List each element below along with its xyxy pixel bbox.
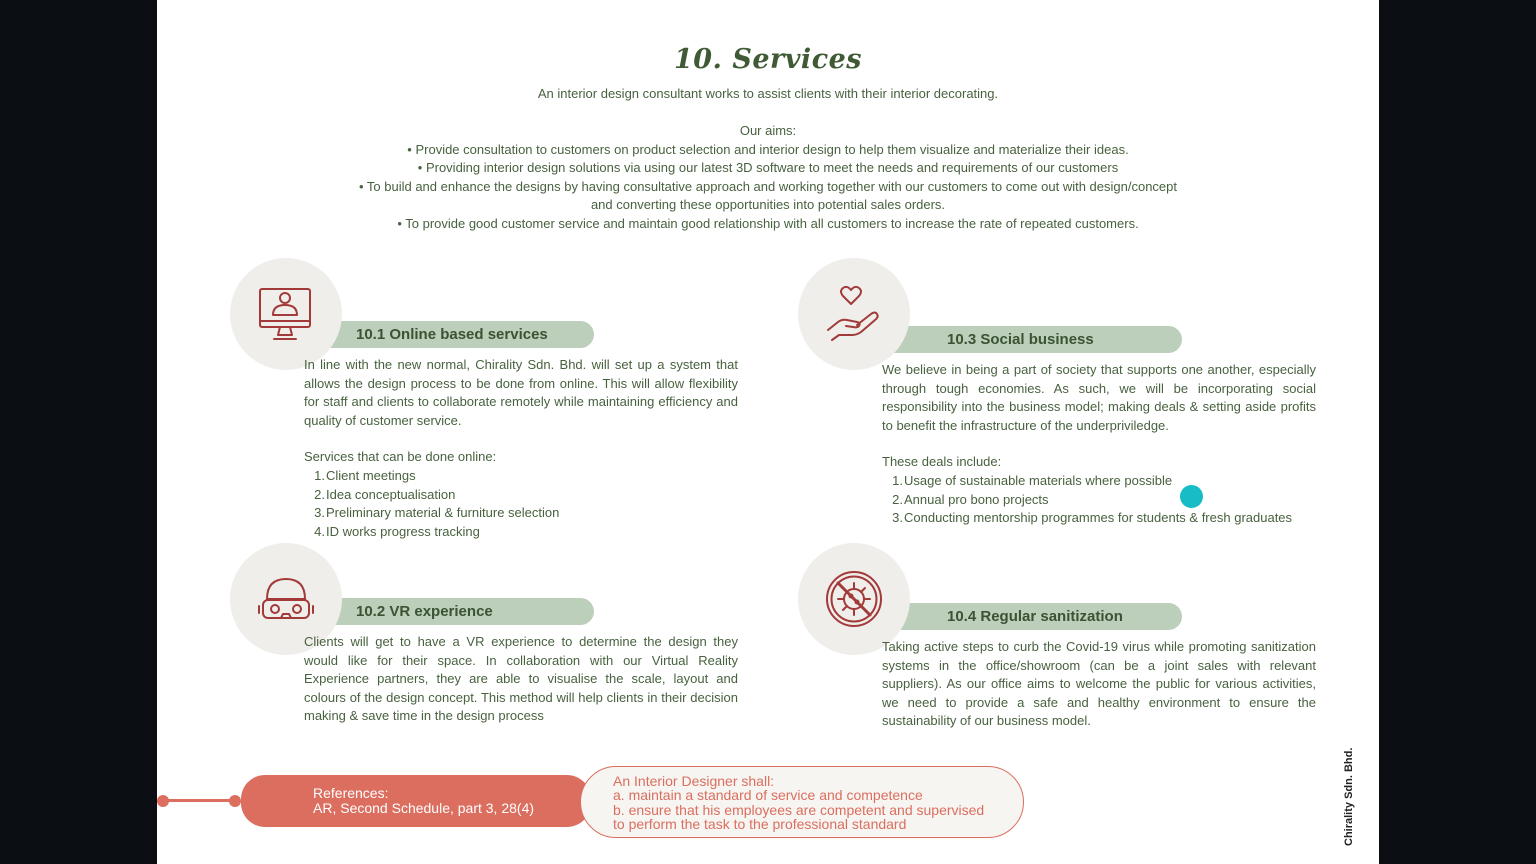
aims-item: • Providing interior design solutions via using our latest 3D software to meet the needs and requirements of our customers xyxy=(417,160,1119,175)
list-item: 2.Annual pro bono projects xyxy=(892,491,1049,507)
section-heading-online: 10.1 Online based services xyxy=(356,326,548,343)
references-label: References: xyxy=(313,785,389,801)
obligation-line: a. maintain a standard of service and competence xyxy=(613,787,923,804)
online-services-list xyxy=(304,467,559,541)
references-text xyxy=(313,786,534,816)
vr-headset-icon xyxy=(256,569,316,629)
obligation-line: to perform the task to the professional standard xyxy=(613,815,907,832)
reference-connector-dot xyxy=(157,795,169,807)
aims-heading: Our aims: xyxy=(739,123,797,138)
icon-circle xyxy=(230,258,342,370)
section-heading-social: 10.3 Social business xyxy=(947,331,1094,348)
reference-connector-line xyxy=(163,799,235,802)
computer-user-icon xyxy=(256,284,316,344)
aims-block xyxy=(357,122,1179,233)
section-heading-vr: 10.2 VR experience xyxy=(356,603,493,620)
online-body: In line with the new normal, Chirality Sdn. Bhd. will set up a system that allows the design process to be done from online. This will allow flexibility for staff and clients to collaborate remotely while maintaining efficiency and quality of customer service. xyxy=(304,357,738,428)
references-source: AR, Second Schedule, part 3, 28(4) xyxy=(313,800,535,816)
section-heading-sanitization: 10.4 Regular sanitization xyxy=(947,608,1123,625)
obligations-lead: An Interior Designer shall: xyxy=(613,773,775,789)
reference-connector-dot xyxy=(229,795,241,807)
social-body: We believe in being a part of society that supports one another, especially through tough economies. As such, we will be incorporating social responsibility into the business model; making deals & setting aside profits to benefit the infrastructure of the underpriviledge. xyxy=(882,362,1316,433)
aims-item: • To build and enhance the designs by having consultative approach and working together with our customers to come out with design/concept and converting these opportunities into potential sales orders. xyxy=(358,178,1178,212)
company-side-label: Chirality Sdn. Bhd. xyxy=(1343,747,1355,846)
list-item: 3.Preliminary material & furniture selection xyxy=(314,505,560,520)
aims-item: • Provide consultation to customers on product selection and interior design to help them visualize and materialize their ideas. xyxy=(407,141,1129,157)
list-item: 4.ID works progress tracking xyxy=(314,523,480,539)
intro-text: An interior design consultant works to assist clients with their interior decorating. xyxy=(537,86,999,101)
document-page xyxy=(157,0,1379,864)
aims-item: • To provide good customer service and maintain good relationship with all customers to increase the rate of repeated customers. xyxy=(397,215,1139,231)
social-deals-list xyxy=(882,472,1292,528)
designer-obligations-text xyxy=(613,774,984,831)
list-item: 2.Idea conceptualisation xyxy=(314,486,456,502)
social-list-intro: These deals include: xyxy=(882,454,1002,469)
sanitization-body: Taking active steps to curb the Covid-19 virus while promoting sanitization systems in the office/showroom (can be a joint sales with relevant suppliers). As our office aims to welcome the public for various activities, we need to provide a safe and healthy environment to ensure the sustainability of our business model. xyxy=(882,639,1316,728)
list-item: 1.Usage of sustainable materials where possible xyxy=(892,473,1173,488)
page-title: 10. Services xyxy=(673,44,863,75)
cursor-indicator xyxy=(1180,485,1203,508)
list-item: 1.Client meetings xyxy=(314,468,416,483)
obligation-line: b. ensure that his employees are competent and supervised xyxy=(613,801,985,818)
online-list-intro: Services that can be done online: xyxy=(304,449,497,464)
no-virus-icon xyxy=(824,569,884,629)
list-item: 3.Conducting mentorship programmes for students & fresh graduates xyxy=(892,510,1293,525)
vr-body: Clients will get to have a VR experience to determine the design they would like for their space. In collaboration with our Virtual Reality Experience partners, they are able to visualise the scale, layout and colours of the design concept. This method will help clients in their decision making & save time in the design process xyxy=(304,634,738,723)
heart-hand-icon xyxy=(824,284,884,344)
icon-circle xyxy=(798,258,910,370)
